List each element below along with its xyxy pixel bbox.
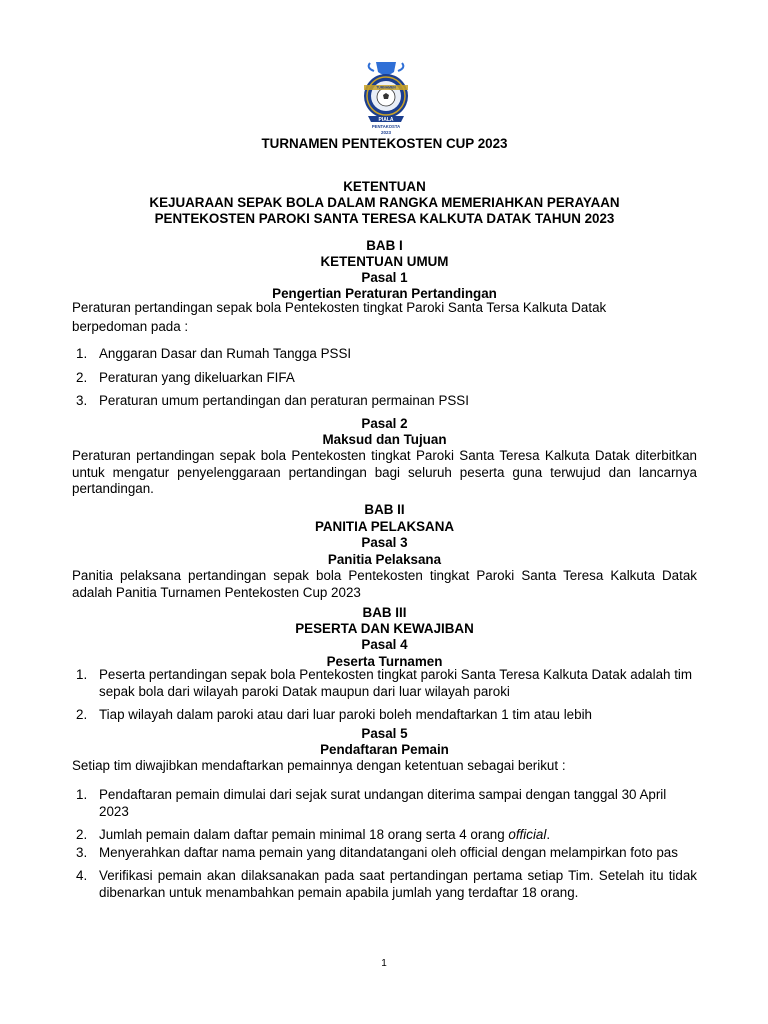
- pasal-2-label: Pasal 2: [361, 416, 408, 431]
- pasal-2-section: [72, 416, 697, 498]
- dialog-pentakosta-cup-logo-icon: [344, 60, 428, 136]
- pasal-3-body: Panitia pelaksana pertandingan sepak bola Pentekosten tingkat Paroki Santa Teresa Kalkuta Datak adalah Panitia Turnamen Pentekosten Cup 2023: [72, 568, 697, 600]
- heading-line-1: KETENTUAN: [343, 179, 426, 194]
- bab-3-label: BAB III: [362, 605, 407, 620]
- bab-1-name: KETENTUAN UMUM: [320, 254, 449, 269]
- pasal-1-title: Pengertian Peraturan Pertandingan: [272, 286, 497, 301]
- page-number: 1: [381, 958, 387, 969]
- heading-line-3: PENTEKOSTEN PAROKI SANTA TERESA KALKUTA DATAK TAHUN 2023: [154, 211, 615, 226]
- list-item: 3. Peraturan umum pertandingan dan peraturan permainan PSSI: [76, 393, 469, 408]
- tournament-logo: [344, 60, 428, 136]
- document-title: TURNAMEN PENTEKOSTEN CUP 2023: [261, 136, 508, 151]
- bab-2-label: BAB II: [364, 502, 405, 517]
- ketentuan-heading: [72, 179, 697, 227]
- logo-bottom-text: PENTAKOSTA: [371, 124, 401, 129]
- bab-2-name: PANITIA PELAKSANA: [314, 519, 455, 534]
- bab-1-label: BAB I: [366, 238, 403, 253]
- logo-top-text: TURNAMEN: [376, 85, 396, 90]
- list-item: 2. Peraturan yang dikeluarkan FIFA: [76, 369, 295, 385]
- list-item: 3. Menyerahkan daftar nama pemain yang ditandatangani oleh official dengan melampirkan foto pas: [76, 844, 678, 860]
- list-item: 2. Jumlah pemain dalam daftar pemain minimal 18 orang serta 4 orang official.: [76, 827, 551, 842]
- pasal-5-section: [72, 726, 697, 775]
- pasal-3-title: Panitia Pelaksana: [327, 552, 442, 567]
- pasal-5-intro: Setiap tim diwajibkan mendaftarkan pemainnya dengan ketentuan sebagai berikut :: [72, 758, 566, 773]
- logo-year-text: 2023: [380, 130, 392, 135]
- bab-1-section: [72, 238, 697, 335]
- logo-banner-text: PIALA: [378, 117, 394, 123]
- bab-3-section: [72, 605, 697, 670]
- pasal-2-body: Peraturan pertandingan sepak bola Pentekosten tingkat Paroki Santa Teresa Kalkuta Datak diterbitkan untuk mengatur penyelenggaraan pertandingan bagi seluruh peserta guna terwujud dan lancarnya pertandingan.: [72, 448, 697, 496]
- bab-3-name: PESERTA DAN KEWAJIBAN: [295, 621, 474, 636]
- pasal-4-label: Pasal 4: [361, 637, 408, 652]
- heading-line-2: KEJUARAAN SEPAK BOLA DALAM RANGKA MEMERIAHKAN PERAYAAN: [149, 195, 620, 210]
- pasal-4-list: [72, 667, 697, 724]
- pasal-5-label: Pasal 5: [361, 726, 408, 741]
- list-item: 1. Anggaran Dasar dan Rumah Tangga PSSI: [76, 346, 352, 361]
- pasal-3-label: Pasal 3: [361, 535, 408, 550]
- pasal-2-title: Maksud dan Tujuan: [322, 432, 447, 447]
- bab-2-section: [72, 502, 697, 601]
- pasal-5-list: [72, 787, 697, 901]
- pasal-1-intro-line-1: Peraturan pertandingan sepak bola Pentekosten tingkat Paroki Santa Tersa Kalkuta Datak: [72, 300, 607, 315]
- pasal-1-label: Pasal 1: [361, 270, 408, 285]
- list-item: 1. Peserta pertandingan sepak bola Pentekosten tingkat paroki Santa Teresa Kalkuta Datak adalah tim sepak bola dari wilayah paroki Datak maupun dari luar wilayah paroki: [76, 667, 693, 699]
- list-item: 1. Pendaftaran pemain dimulai dari sejak surat undangan diterima sampai dengan tanggal 30 April 2023: [76, 787, 667, 819]
- pasal-5-title: Pendaftaran Pemain: [320, 742, 449, 757]
- pasal-1-list: [72, 346, 697, 410]
- pasal-4-title: Peserta Turnamen: [326, 654, 443, 669]
- list-item: 4. Verifikasi pemain akan dilaksanakan pada saat pertandingan pertama setiap Tim. Setelah itu tidak dibenarkan untuk menambahkan pemain apabila jumlah yang terdaftar 18 orang.: [76, 868, 697, 900]
- list-item: 2. Tiap wilayah dalam paroki atau dari luar paroki boleh mendaftarkan 1 tim atau lebih: [76, 707, 593, 722]
- pasal-1-intro-line-2: berpedoman pada :: [72, 318, 189, 334]
